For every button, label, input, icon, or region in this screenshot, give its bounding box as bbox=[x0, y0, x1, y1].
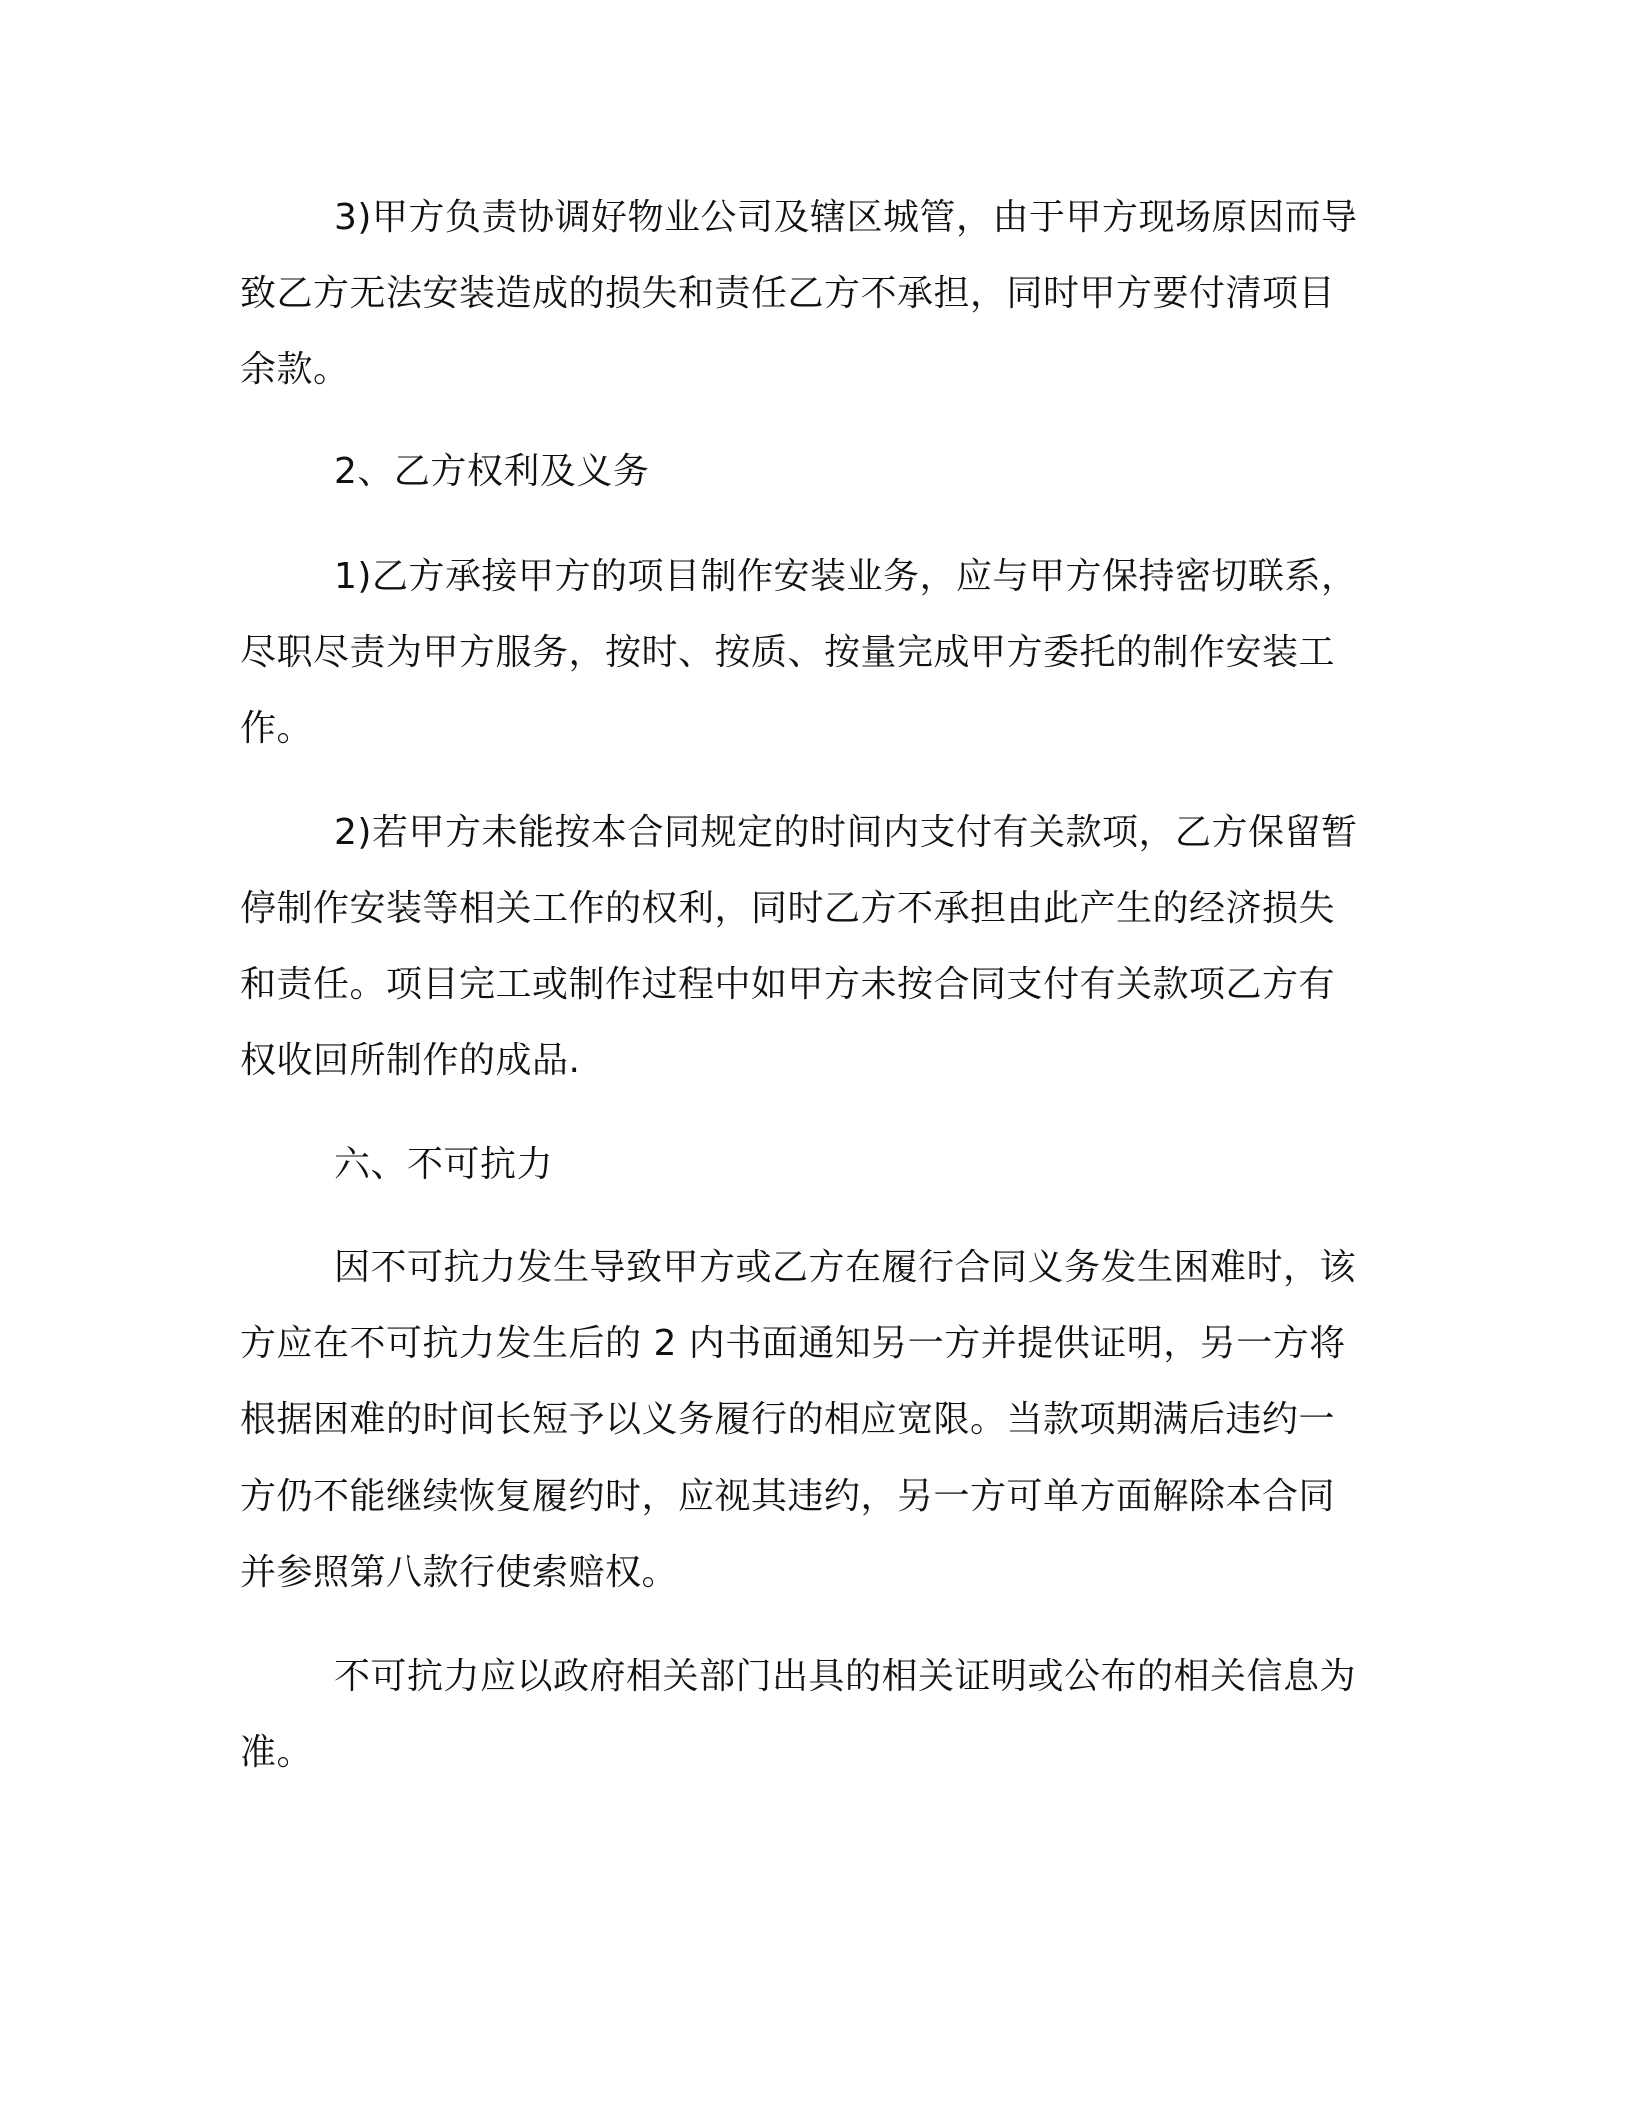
paragraph-6-line-4: 方仍不能继续恢复履约时，应视其违约，另一方可单方面解除本合同 bbox=[240, 1476, 1336, 1517]
paragraph-7-line-2: 准。 bbox=[240, 1732, 314, 1773]
paragraph-1-line-2: 致乙方无法安装造成的损失和责任乙方不承担，同时甲方要付清项目 bbox=[240, 273, 1336, 314]
paragraph-6-line-2: 方应在不可抗力发生后的 2 内书面通知另一方并提供证明，另一方将 bbox=[240, 1323, 1346, 1364]
paragraph-4-line-1: 2)若甲方未能按本合同规定的时间内支付有关款项，乙方保留暂 bbox=[334, 812, 1358, 853]
paragraph-1-line-1: 3)甲方负责协调好物业公司及辖区城管，由于甲方现场原因而导 bbox=[334, 197, 1358, 238]
paragraph-4-line-2: 停制作安装等相关工作的权利，同时乙方不承担由此产生的经济损失 bbox=[240, 888, 1336, 929]
paragraph-3-line-2: 尽职尽责为甲方服务，按时、按质、按量完成甲方委托的制作安装工 bbox=[240, 632, 1336, 673]
paragraph-6-line-1: 因不可抗力发生导致甲方或乙方在履行合同义务发生困难时，该 bbox=[334, 1247, 1357, 1288]
paragraph-4-line-4: 权收回所制作的成品. bbox=[240, 1040, 581, 1081]
paragraph-6-line-3: 根据困难的时间长短予以义务履行的相应宽限。当款项期满后违约一 bbox=[240, 1399, 1336, 1440]
paragraph-1-line-3: 余款。 bbox=[240, 349, 350, 390]
paragraph-7-line-1: 不可抗力应以政府相关部门出具的相关证明或公布的相关信息为 bbox=[334, 1656, 1357, 1697]
paragraph-3-line-1: 1)乙方承接甲方的项目制作安装业务，应与甲方保持密切联系， bbox=[334, 556, 1358, 597]
section-heading-2: 2、乙方权利及义务 bbox=[334, 451, 650, 492]
paragraph-4-line-3: 和责任。项目完工或制作过程中如甲方未按合同支付有关款项乙方有 bbox=[240, 964, 1336, 1005]
section-heading-force-majeure: 六、不可抗力 bbox=[334, 1144, 554, 1185]
paragraph-6-line-5: 并参照第八款行使索赔权。 bbox=[240, 1552, 679, 1593]
paragraph-3-line-3: 作。 bbox=[240, 708, 314, 749]
